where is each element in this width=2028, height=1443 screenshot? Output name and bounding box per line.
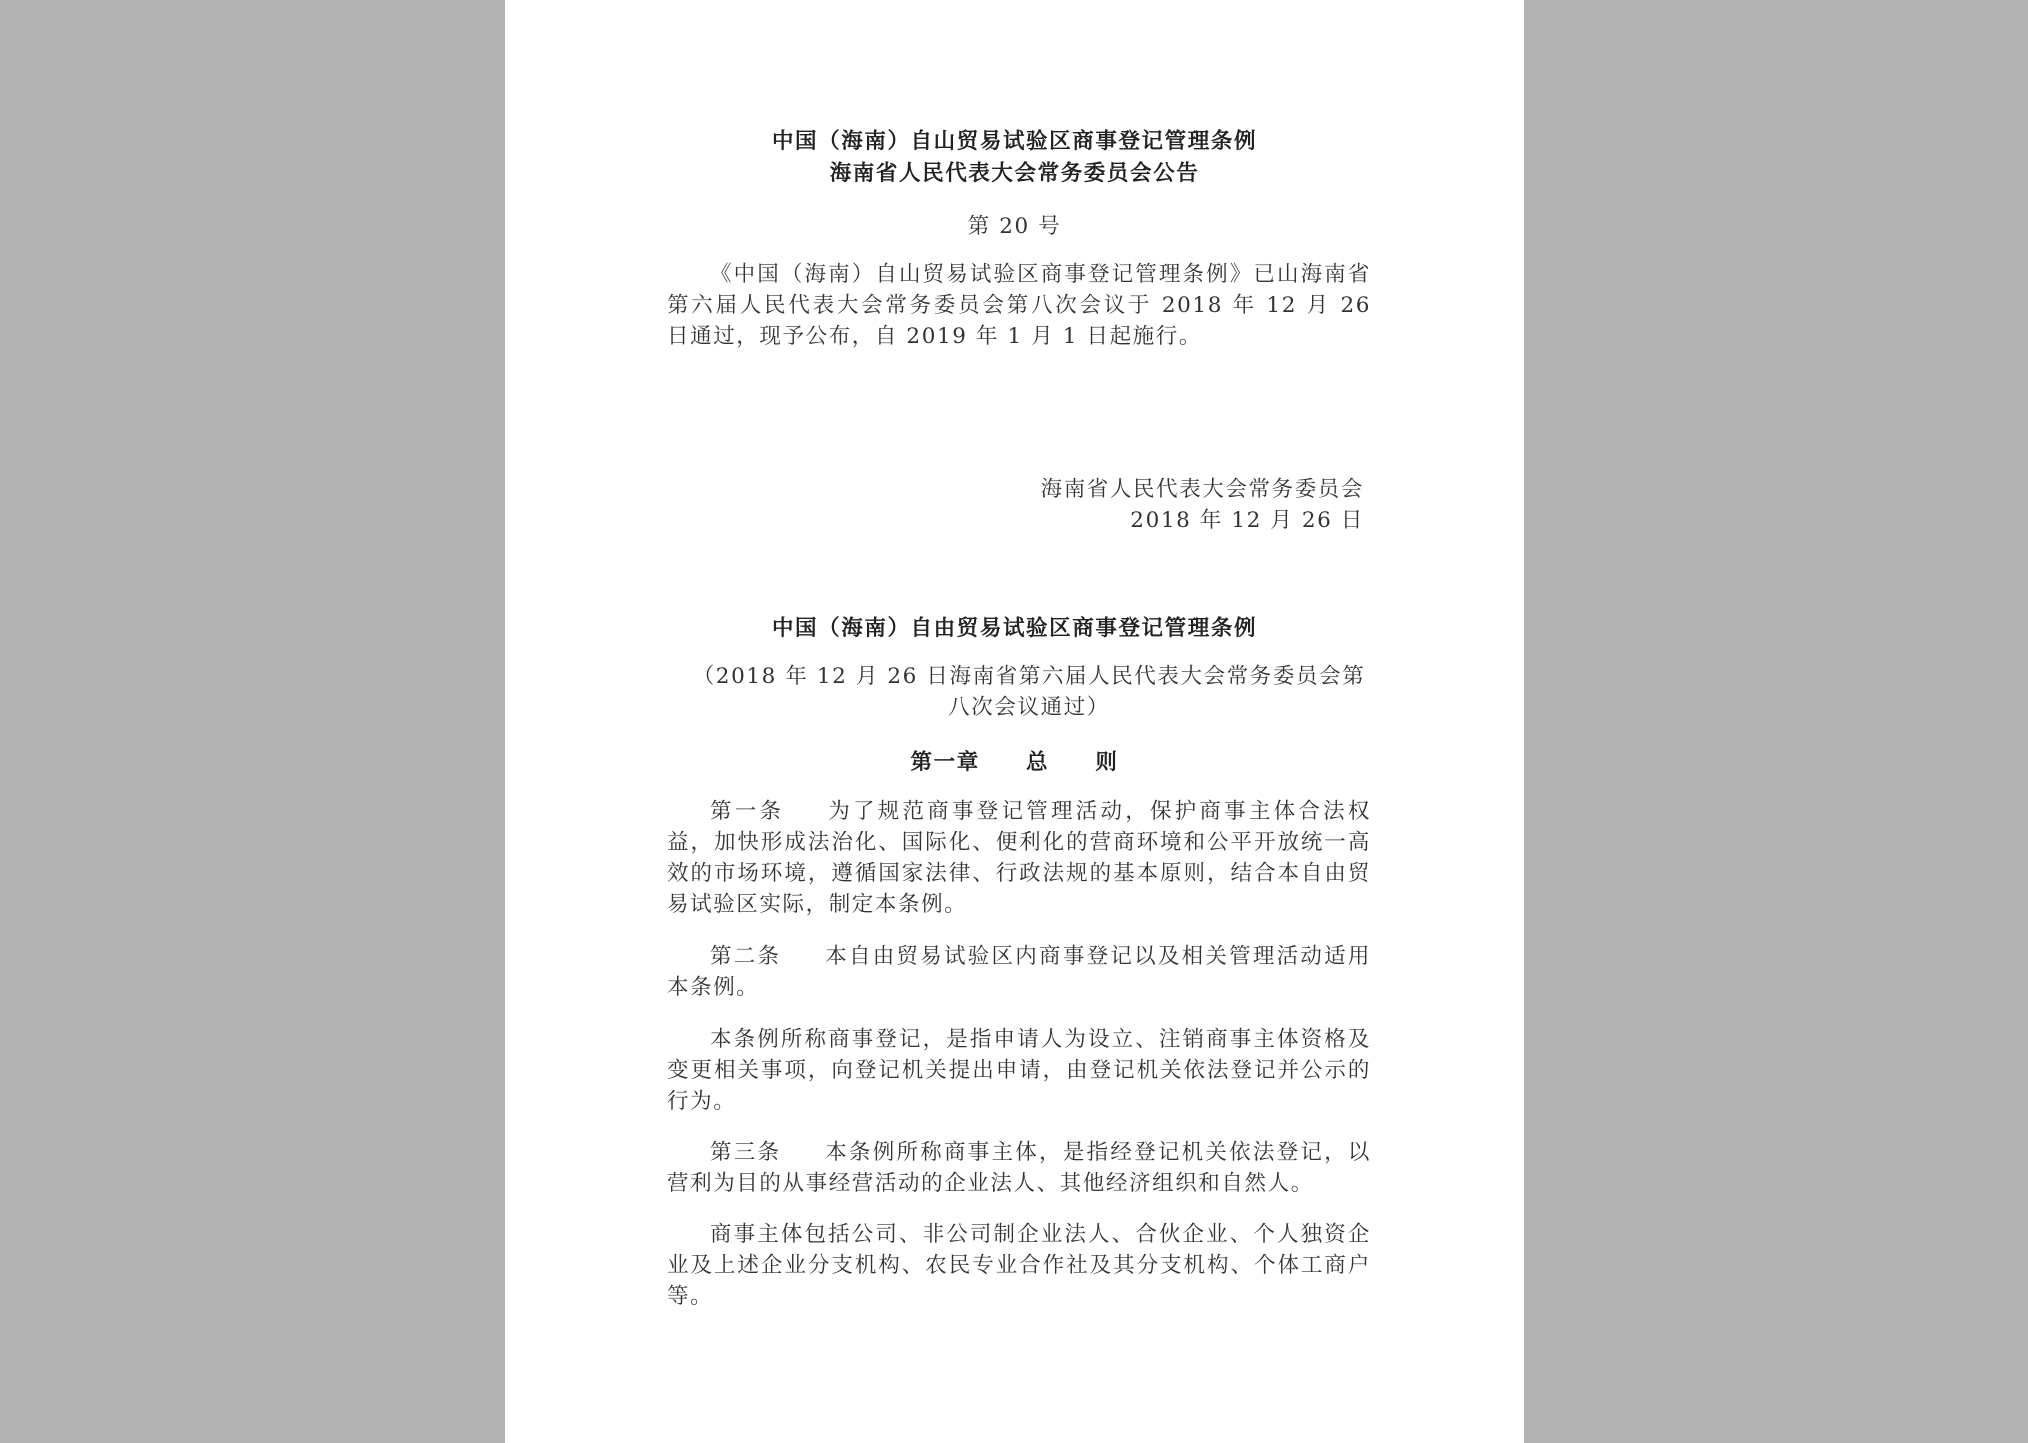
chapter-heading: 第一章 总 则 [910,750,1119,775]
adoption-note: （2018 年 12 月 26 日海南省第六届人民代表大会常务委员会第八次会议通过） [692,664,1366,720]
article-2-label: 第二条 [710,944,782,969]
signature-block [1041,474,1364,536]
article-3 [667,1137,1371,1199]
announcement-body: 《中国（海南）自山贸易试验区商事登记管理条例》已山海南省第六届人民代表大会常务委员会第八次会议于 2018 年 12 月 26 日通过，现予公布，自 2019 年 1 月 1 日起施行。 [667,262,1371,349]
article-2-paragraph-2 [667,1024,1371,1117]
regulation-title: 中国（海南）自由贸易试验区商事登记管理条例 [771,616,1258,641]
signature-org: 海南省人民代表大会常务委员会 [1040,477,1364,502]
article-3-paragraph-2-text: 商事主体包括公司、非公司制企业法人、合伙企业、个人独资企业及上述企业分支机构、农民专业合作社及其分支机构、个体工商户等。 [667,1222,1371,1309]
header-title-2: 海南省人民代表大会常务委员会公告 [829,161,1200,186]
signature-date: 2018 年 12 月 26 日 [1130,508,1364,533]
article-1-text: 为了规范商事登记管理活动，保护商事主体合法权益，加快形成法治化、国际化、便利化的营商环境和公平开放统一高效的市场环境，遵循国家法律、行政法规的基本原则，结合本自由贸易试验区实际，制定本条例。 [667,799,1372,917]
article-2-text: 本自由贸易试验区内商事登记以及相关管理活动适用本条例。 [667,944,1371,1000]
article-2 [667,941,1371,1003]
article-3-text: 本条例所称商事主体，是指经登记机关依法登记，以营利为目的从事经营活动的企业法人、其他经济组织和自然人。 [667,1140,1371,1196]
announcement-number: 第 20 号 [967,214,1062,239]
header-title-1: 中国（海南）自山贸易试验区商事登记管理条例 [771,129,1258,154]
document-page [505,0,1524,1443]
article-3-paragraph-2 [667,1219,1371,1312]
article-3-label: 第三条 [710,1140,782,1165]
article-1 [667,796,1371,920]
article-2-paragraph-2-text: 本条例所称商事登记，是指申请人为设立、注销商事主体资格及变更相关事项，向登记机关提出申请，由登记机关依法登记并公示的行为。 [667,1027,1371,1114]
article-1-label: 第一条 [710,799,785,824]
